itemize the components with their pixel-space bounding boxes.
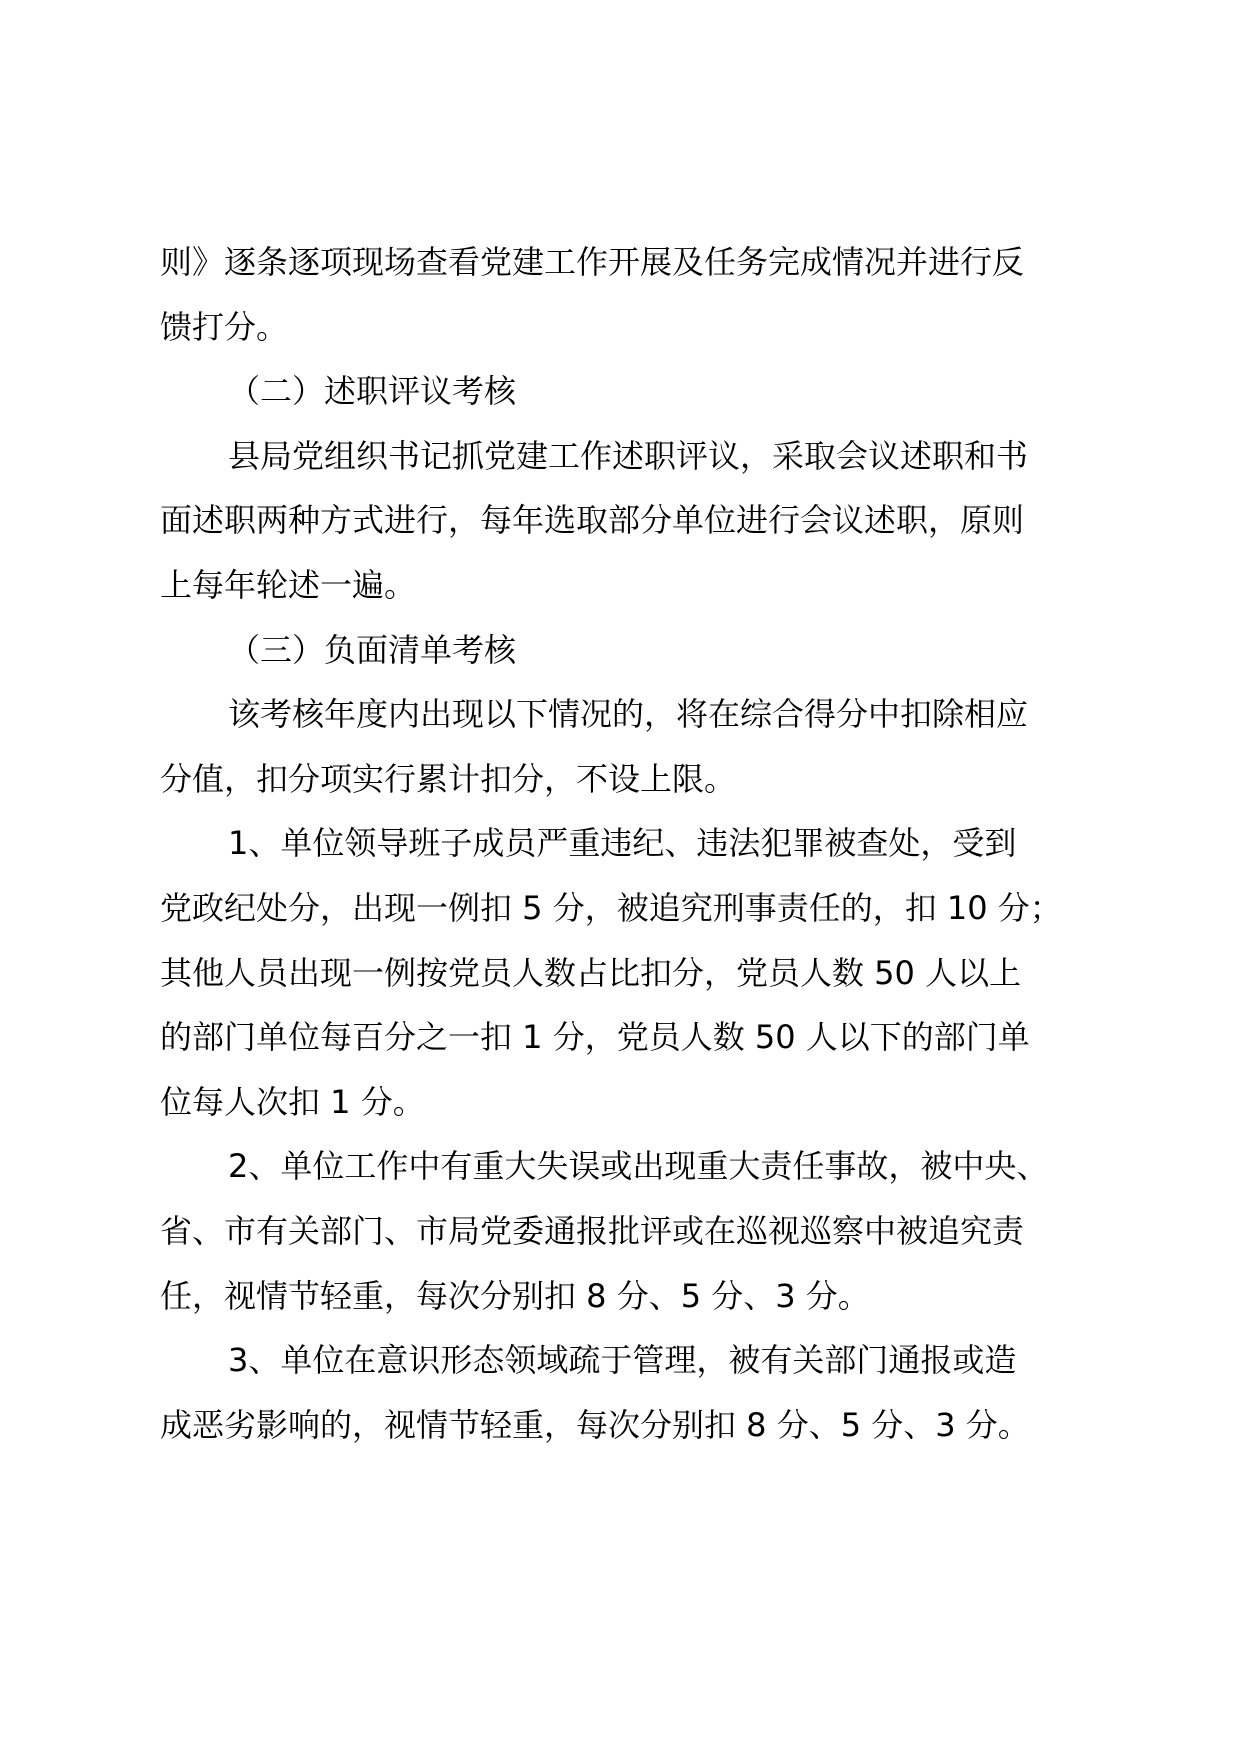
section-heading-3: （三）负面清单考核: [228, 630, 517, 669]
list-item-1-line: 其他人员出现一例按党员人数占比扣分，党员人数 50 人以上: [160, 953, 1022, 992]
list-item-2: 2、单位工作中有重大失误或出现重大责任事故，被中央、: [228, 1147, 1049, 1186]
paragraph-line: 该考核年度内出现以下情况的，将在综合得分中扣除相应: [228, 695, 1029, 734]
list-item-1: 1、单位领导班子成员严重违纪、违法犯罪被查处，受到: [228, 824, 1017, 863]
section-heading-2: （二）述职评议考核: [228, 372, 517, 411]
list-item-1-line: 的部门单位每百分之一扣 1 分，党员人数 50 人以下的部门单: [160, 1018, 1030, 1057]
list-item-3: 3、单位在意识形态领域疏于管理，被有关部门通报或造: [228, 1341, 1017, 1380]
paragraph-line: 面述职两种方式进行，每年选取部分单位进行会议述职，原则: [160, 501, 1025, 540]
paragraph-line: 分值，扣分项实行累计扣分，不设上限。: [160, 759, 737, 798]
list-item-3-line: 成恶劣影响的，视情节轻重，每次分别扣 8 分、5 分、3 分。: [160, 1405, 1030, 1444]
list-item-2-line: 省、市有关部门、市局党委通报批评或在巡视巡察中被追究责: [160, 1211, 1025, 1250]
document-body: [160, 230, 1100, 1457]
list-item-2-line: 任，视情节轻重，每次分别扣 8 分、5 分、3 分。: [160, 1276, 870, 1315]
text-line-continuation: 则》逐条逐项现场查看党建工作开展及任务完成情况并进行反: [160, 243, 1025, 281]
list-item-1-line: 党政纪处分，出现一例扣 5 分，被追究刑事责任的，扣 10 分；: [160, 888, 1062, 927]
list-item-1-line: 位每人次扣 1 分。: [160, 1082, 425, 1121]
paragraph-line: 上每年轮述一遍。: [160, 565, 417, 604]
text-line-continuation: 馈打分。: [160, 307, 289, 346]
paragraph-line: 县局党组织书记抓党建工作述职评议，采取会议述职和书: [228, 436, 1029, 475]
